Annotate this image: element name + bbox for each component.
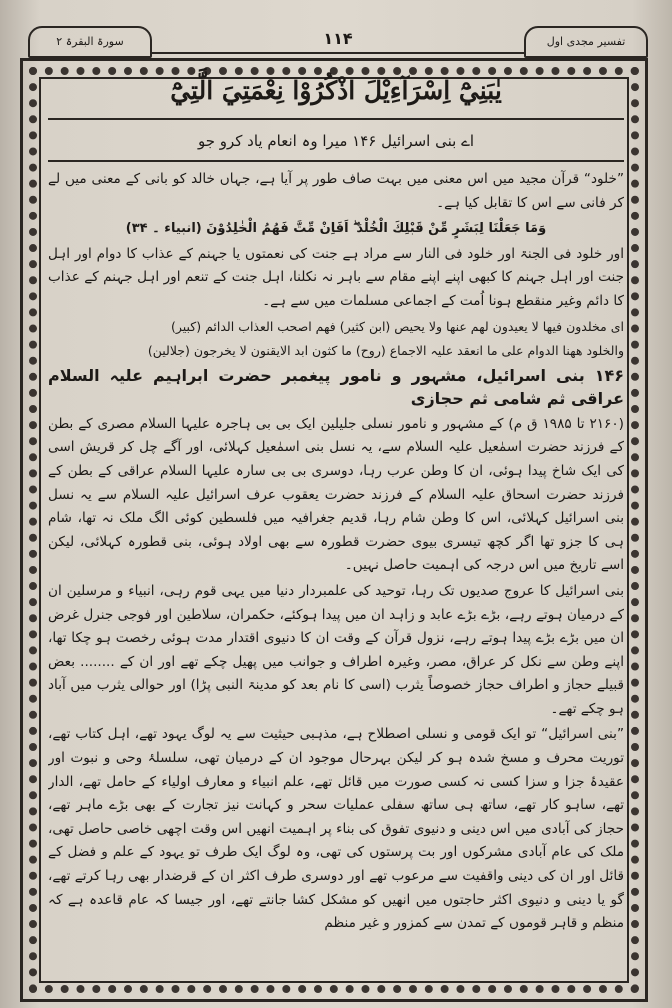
paragraph-khulud: ”خلود“ قرآن مجید میں اس معنی میں بہت صاف طور پر آیا ہے، جہاں خالد کو بانی کے معنی میں لے کر فانی سے اس کا تقابل کیا ہے۔ [48, 171, 624, 211]
subtitle-divider [48, 160, 624, 162]
paragraph-history: بنی اسرائیل کا عروج صدیوں تک رہا، توحید کی علمبردار دنیا میں یہی قوم رہی، انبیاء و مرسلین ان کے درمیان ہوتے رہے، بڑے بڑے عابد و زاہد ان میں پیدا ہوکئے، حکمران، سلاطین اور فوجی جنرل غرض ان میں بڑے بڑے پیدا ہوتے رہے، نزول قرآن کے وقت ان کا دنیوی اقتدار مدت ہوئی رخصت ہو چکا تھا، اپنے وطن سے نکل کر عراق، مصر، وغیرہ اطراف و جوانب میں پھیل چکے تھے اور ان کے ........ بعض قبیلے حجاز و اطراف حجاز خصوصاً یثرب (اسی کا نام بعد کو مدینۃ النبی پڑا) اور حوالی یثرب میں آباد ہو چکے تھے۔ [48, 582, 624, 717]
section-heading-bani-israil: ۱۴۶ بنی اسرائیل، مشہور و نامور پیغمبر حضرت ابراہیم علیہ السلام عراقی ثم شامی ثم حجازی [48, 365, 624, 409]
paragraph-lineage: (۲۱۶۰ تا ۱۹۸۵ ق م) کے مشہور و نامور نسلی جلیلین ایک بی بی ہاجرہ علیہا السلام مصری کے بطن کے فرزند حضرت اسمٰعیل علیہ السلام سے، یہ نسل بنی اسمٰعیل کہلائی، اور آگے چل کر قریش اسی کی ایک شاخ پیدا ہوئی، ان کا وطن عرب رہا، دوسری بی بی سارہ علیہا السلام عراقی کے بطن کے فرزند حضرت اسحاق علیہ السلام کے فرزند حضرت یعقوب عرف اسرائیل علیہ السلام سے یہ نسل بنی اسرائیل کہلائی، اس کا وطن شام رہا، قدیم جغرافیہ میں فلسطین کوئی الگ ملک نہ تھا، شام ہی کا جزو تھا اگر کچھ تیسری بیوی حضرت قطورہ سے بھی اولاد ہوئی، بنی قطورہ کہلائی، لیکن اسے تاریخ میں اس درجہ کی اہمیت حاصل نہیں۔ [48, 415, 624, 574]
quran-quote: وَمَا جَعَلْنَا لِبَشَرٍ مِّنْ قَبْلِكَ الْخُلْدَ ۖ اَفَاِنْ مِّتَّ فَهُمُ الْخٰلِدُوْنَ (انبیاء ۔ ۳۴) [125, 221, 547, 237]
commentary-text [48, 168, 624, 982]
header-divider [152, 52, 524, 54]
arabic-citation-2: والخلود ھھنا الدوام علی ما انعقد علیہ الاجماع (روح) ما کثون ابد الایقنون لا یخرجون (جلالین) [147, 342, 624, 358]
title-divider [48, 118, 624, 120]
verse-title: يٰبَنِيْٓ اِسْرَآءِيْلَ اذْكُرُوْا نِعْمَتِيَ الَّتِيْٓ [170, 76, 502, 105]
arabic-citation-1: ای مخلدون فیھا لا یعیدون لھم عنھا ولا یحیص (ابن کثیر) فھم اصحب العذاب الدائم (کبیر) [170, 318, 624, 334]
book-title-label: تفسیر مجدی اول [524, 26, 648, 58]
page-header [28, 22, 648, 58]
page-number: ۱۱۴ [323, 29, 353, 48]
verse-translation: اے بنی اسرائیل ۱۴۶ میرا وہ انعام یاد کرو جو [197, 132, 475, 150]
paragraph-jannah: اور خلود فی الجنۃ اور خلود فی النار سے مراد ہے جنت کی نعمتوں یا جہنم کے عذاب کا دوام اور اہل جنت اور اہل جہنم کا کبھی اپنے اپنے مقام سے باہر نہ نکلنا، اہل جنت کے تنعم اور اہل جہنم کے عذاب کا دائم وغیر منقطع ہونا اُمت کے اجماعی مسلمات میں سے ہے۔ [48, 245, 624, 309]
paragraph-yahud: ”بنی اسرائیل“ تو ایک قومی و نسلی اصطلاح ہے، مذہبی حیثیت سے یہ لوگ یہود تھے، اہل کتاب تھے، توریت محرف و مسخ شدہ ہو کر لیکن بہرحال موجود ان کے درمیان تھی، سلسلۂ وحی و نبوت اور عقیدۂ جزا و سزا کسی نہ کسی صورت میں قائل تھے، علم انبیاء و معارف اولیاء کے حامل تھے، الدار تھے، ساہو کار تھے، ساتھ ہی ساتھ سفلی عملیات سحر و کہانت نیز تجارت کے بھی بڑے ماہر تھے، حجاز کی آبادی میں اس دینی و دنیوی تفوق کی بناء پر اہمیت انھیں اس وقت اچھی خاصی حاصل تھی، ملک کی عام آبادی مشرکوں اور بت پرستوں کی تھی، وہ لوگ ایک طرف تو یہود کے علم و فضل کے قائل اور ان کی دینی واقفیت سے مرعوب تھے اور دوسری طرف اکثر ان کے قرضدار بھی رہا کرتے تھے، گو یا دینی و دنیوی اکثر حاجتوں میں انھیں کو مشکل کشا جانتے تھے، اور جیسا کہ عام قاعدہ ہے کہ منظم و قاہر قوموں کے تمدن سے کمزور و غیر منظم [48, 726, 624, 932]
surah-label: سورۃ البقرۃ ۲ [28, 26, 152, 58]
